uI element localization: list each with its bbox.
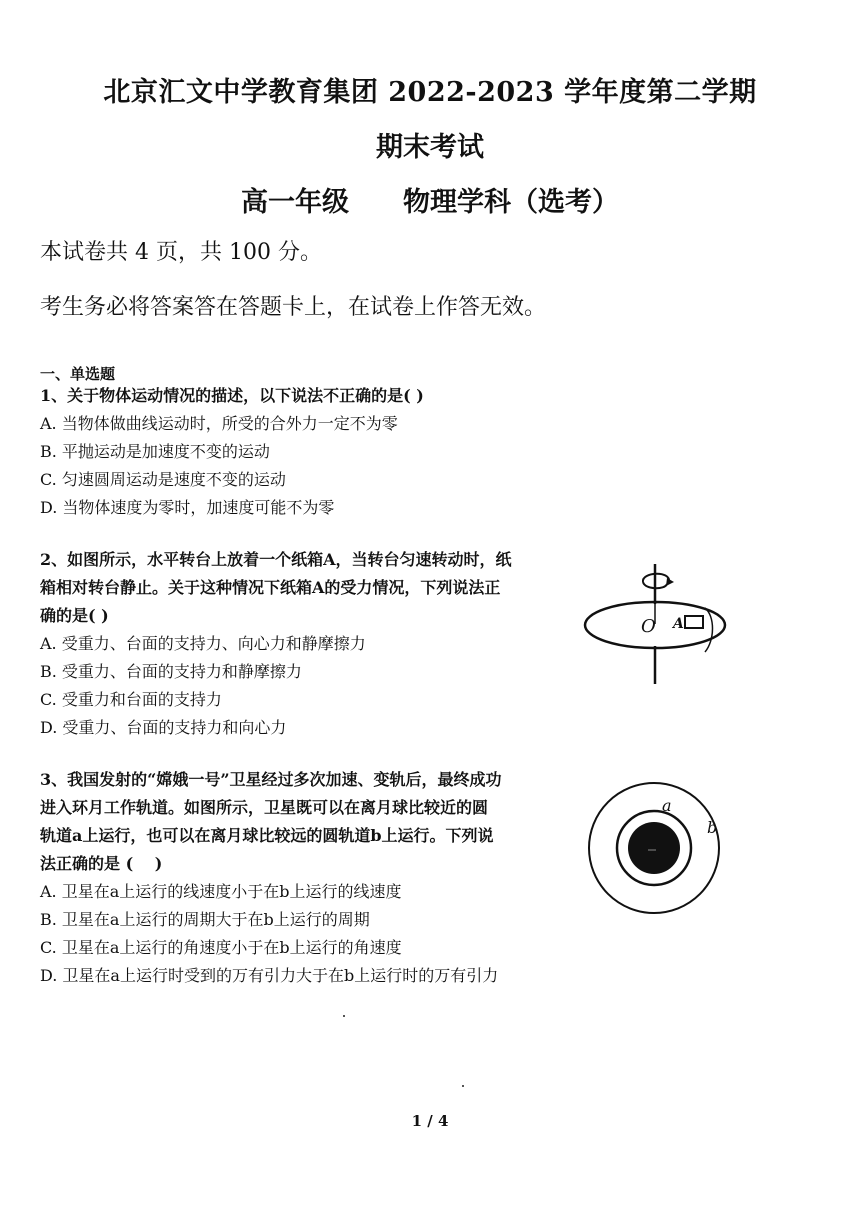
question-1 xyxy=(40,382,424,522)
scan-speck xyxy=(462,1085,464,1087)
option-b: B. 受重力、台面的支持力和静摩擦力 xyxy=(40,662,302,681)
question-stem: 1、关于物体运动情况的描述，以下说法不正确的是( ) xyxy=(40,386,424,405)
option-b: B. 平抛运动是加速度不变的运动 xyxy=(40,442,270,461)
option-a: A. 受重力、台面的支持力、向心力和静摩擦力 xyxy=(40,634,366,653)
turntable-figure xyxy=(575,560,735,690)
exam-subtitle: 期末考试 xyxy=(376,132,484,163)
option-a: A. 卫星在a上运行的线速度小于在b上运行的线速度 xyxy=(40,882,402,901)
question-3 xyxy=(40,766,502,990)
exam-grade-subject: 高一年级 物理学科（选考） xyxy=(241,187,619,218)
box-label: A xyxy=(673,616,684,632)
question-2 xyxy=(40,546,512,742)
center-label: O xyxy=(641,616,656,637)
option-d: D. 受重力、台面的支持力和向心力 xyxy=(40,718,287,737)
option-d: D. 当物体速度为零时，加速度可能不为零 xyxy=(40,498,335,517)
orbit-b-label: b xyxy=(707,818,718,837)
option-c: C. 卫星在a上运行的角速度小于在b上运行的角速度 xyxy=(40,938,402,957)
option-a: A. 当物体做曲线运动时，所受的合外力一定不为零 xyxy=(40,414,398,433)
question-stem: 法正确的是 ( ) xyxy=(40,854,163,873)
exam-title: 北京汇文中学教育集团 2022-2023 学年度第二学期 xyxy=(103,77,757,108)
scan-speck xyxy=(343,1015,345,1017)
question-stem: 确的是( ) xyxy=(40,606,109,625)
question-stem: 进入环月工作轨道。如图所示，卫星既可以在离月球比较近的圆 xyxy=(40,798,489,817)
question-stem: 箱相对转台静止。关于这种情况下纸箱A的受力情况，下列说法正 xyxy=(40,578,501,597)
option-d: D. 卫星在a上运行时受到的万有引力大于在b上运行时的万有引力 xyxy=(40,966,499,985)
option-b: B. 卫星在a上运行的周期大于在b上运行的周期 xyxy=(40,910,370,929)
option-c: C. 匀速圆周运动是速度不变的运动 xyxy=(40,470,286,489)
orbit-figure xyxy=(580,775,730,925)
question-stem: 轨道a上运行，也可以在离月球比较远的圆轨道b上运行。下列说 xyxy=(40,826,494,845)
intro-pages: 本试卷共 4 页，共 100 分。 xyxy=(40,240,322,265)
question-stem: 2、如图所示，水平转台上放着一个纸箱A，当转台匀速转动时，纸 xyxy=(40,550,512,569)
option-c: C. 受重力和台面的支持力 xyxy=(40,690,222,709)
page-number: 1 / 4 xyxy=(411,1112,449,1130)
question-stem: 3、我国发射的“嫦娥一号”卫星经过多次加速、变轨后，最终成功 xyxy=(40,770,502,789)
section-title: 一、单选题 xyxy=(40,365,116,383)
intro-instruction: 考生务必将答案答在答题卡上，在试卷上作答无效。 xyxy=(40,295,547,320)
orbit-a-label: a xyxy=(662,796,672,815)
